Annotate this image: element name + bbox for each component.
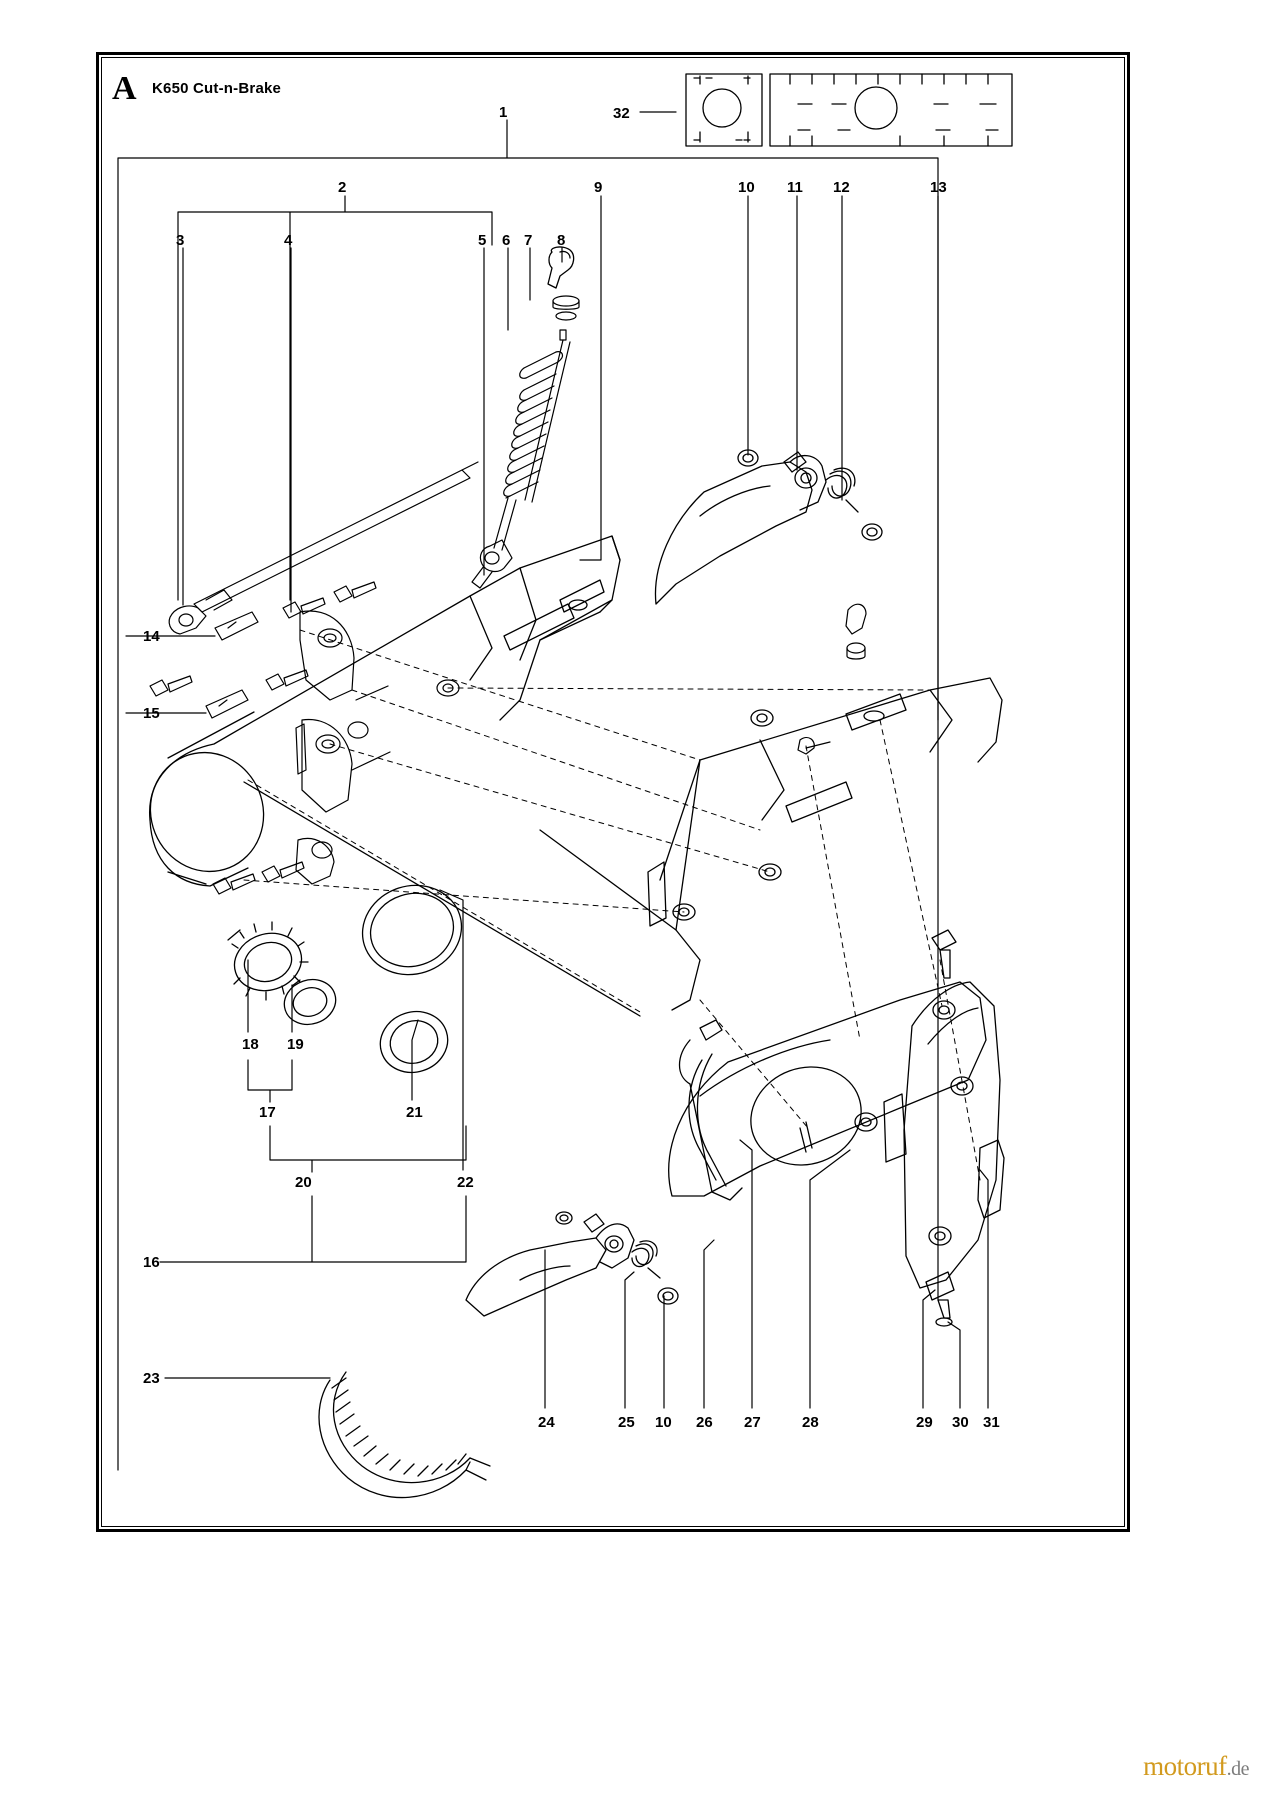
callout-9: 9 bbox=[594, 179, 603, 196]
watermark-suffix: .de bbox=[1226, 1758, 1249, 1780]
callout-1: 1 bbox=[499, 104, 508, 121]
plate-letter: A bbox=[112, 70, 137, 107]
callout-22: 22 bbox=[457, 1174, 474, 1191]
callout-16: 16 bbox=[143, 1254, 160, 1271]
watermark bbox=[1143, 1751, 1249, 1782]
callout-26: 26 bbox=[696, 1414, 713, 1431]
callout-15: 15 bbox=[143, 705, 160, 722]
callout-17: 17 bbox=[259, 1104, 276, 1121]
callout-18: 18 bbox=[242, 1036, 259, 1053]
callout-29: 29 bbox=[916, 1414, 933, 1431]
callout-2: 2 bbox=[338, 179, 347, 196]
callout-27: 27 bbox=[744, 1414, 761, 1431]
callout-10-top: 10 bbox=[738, 179, 755, 196]
callout-19: 19 bbox=[287, 1036, 304, 1053]
callout-6: 6 bbox=[502, 232, 511, 249]
callout-21: 21 bbox=[406, 1104, 423, 1121]
callout-13: 13 bbox=[930, 179, 947, 196]
callout-24: 24 bbox=[538, 1414, 555, 1431]
plate-title: K650 Cut-n-Brake bbox=[152, 80, 282, 97]
callout-4: 4 bbox=[284, 232, 293, 249]
callout-14: 14 bbox=[143, 628, 160, 645]
callout-5: 5 bbox=[478, 232, 487, 249]
callout-3: 3 bbox=[176, 232, 185, 249]
callout-20: 20 bbox=[295, 1174, 312, 1191]
watermark-main: motoruf bbox=[1143, 1751, 1227, 1781]
callout-30: 30 bbox=[952, 1414, 969, 1431]
callout-25: 25 bbox=[618, 1414, 635, 1431]
callout-32: 32 bbox=[613, 105, 630, 122]
plate-frame bbox=[96, 52, 1130, 1532]
callout-12: 12 bbox=[833, 179, 850, 196]
callout-11: 11 bbox=[787, 179, 803, 196]
callout-10-bottom: 10 bbox=[655, 1414, 672, 1431]
callout-23: 23 bbox=[143, 1370, 160, 1387]
callout-8: 8 bbox=[557, 232, 566, 249]
callout-31: 31 bbox=[983, 1414, 1000, 1431]
callout-7: 7 bbox=[524, 232, 533, 249]
callout-28: 28 bbox=[802, 1414, 819, 1431]
